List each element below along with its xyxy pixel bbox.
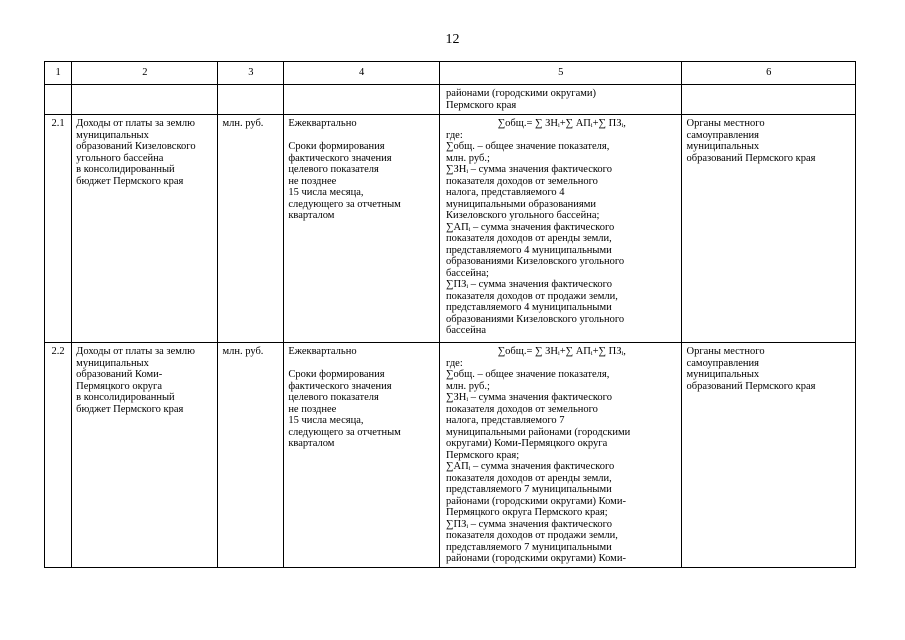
column-header-4: 4 (284, 62, 440, 85)
row-number: 2.1 (45, 115, 72, 343)
reporting-period: Ежеквартально Сроки формирования фактического значения целевого показателя не позднее 15 числа месяца, следующего за отчетным кварталом (284, 115, 440, 343)
indicator-table (44, 61, 856, 568)
unit-of-measure: млн. руб. (218, 343, 284, 568)
table-row (45, 343, 856, 568)
continuation-cell-2 (72, 85, 218, 115)
continuation-row (45, 85, 856, 115)
column-header-5: 5 (440, 62, 682, 85)
continuation-cell-4 (284, 85, 440, 115)
column-header-6: 6 (682, 62, 856, 85)
column-header-3: 3 (218, 62, 284, 85)
continuation-cell-1 (45, 85, 72, 115)
formula-description: где: ∑общ. – общее значение показателя, млн. руб.; ∑ЗНᵢ – сумма значения фактического показателя доходов от земельного налога, представляемого 4 муниципальными образованиями Кизеловского угольного бассейна; ∑АПᵢ – сумма значения фактического показателя доходов от аренды земли, представляемого 4 муниципальными образованиями Кизеловского угольного бассейна; ∑ПЗᵢ – сумма значения фактического показателя доходов от продажи земли, представляемого 4 муниципальными образованиями Кизеловского угольного бассейна (446, 129, 625, 336)
calculation-method (440, 115, 682, 343)
continuation-cell-6 (682, 85, 856, 115)
continuation-cell-5: районами (городскими округами) Пермского края (440, 85, 682, 115)
formula: ∑общ.= ∑ ЗНᵢ+∑ АПᵢ+∑ ПЗᵢ, (497, 346, 626, 357)
table-header-row (45, 62, 856, 85)
formula-description: где: ∑общ. – общее значение показателя, млн. руб.; ∑ЗНᵢ – сумма значения фактического показателя доходов от земельного налога, представляемого 7 муниципальными районами (городскими округами) Коми-Пермяцкого округа Пермского края; ∑АПᵢ – сумма значения фактического показателя доходов от аренды земли, представляемого 7 муниципальными районами (городскими округами) Коми- Пермяцкого округа Пермского края; ∑ПЗᵢ – сумма значения фактического показателя доходов от продажи земли, представляемого 7 муниципальными районами (городскими округами) Коми- (446, 357, 631, 564)
unit-of-measure: млн. руб. (218, 115, 284, 343)
formula: ∑общ.= ∑ ЗНᵢ+∑ АПᵢ+∑ ПЗᵢ, (497, 118, 626, 129)
table-row (45, 115, 856, 343)
responsible-body: Органы местного самоуправления муниципальных образований Пермского края (682, 343, 856, 568)
page-number: 12 (445, 32, 460, 47)
indicator-name: Доходы от платы за землю муниципальных образований Кизеловского угольного бассейна в консолидированный бюджет Пермского края (72, 115, 218, 343)
row-number: 2.2 (45, 343, 72, 568)
reporting-period: Ежеквартально Сроки формирования фактического значения целевого показателя не позднее 15 числа месяца, следующего за отчетным кварталом (284, 343, 440, 568)
column-header-1: 1 (45, 62, 72, 85)
column-header-2: 2 (72, 62, 218, 85)
responsible-body: Органы местного самоуправления муниципальных образований Пермского края (682, 115, 856, 343)
calculation-method (440, 343, 682, 568)
continuation-cell-3 (218, 85, 284, 115)
indicator-name: Доходы от платы за землю муниципальных образований Коми- Пермяцкого округа в консолидированный бюджет Пермского края (72, 343, 218, 568)
